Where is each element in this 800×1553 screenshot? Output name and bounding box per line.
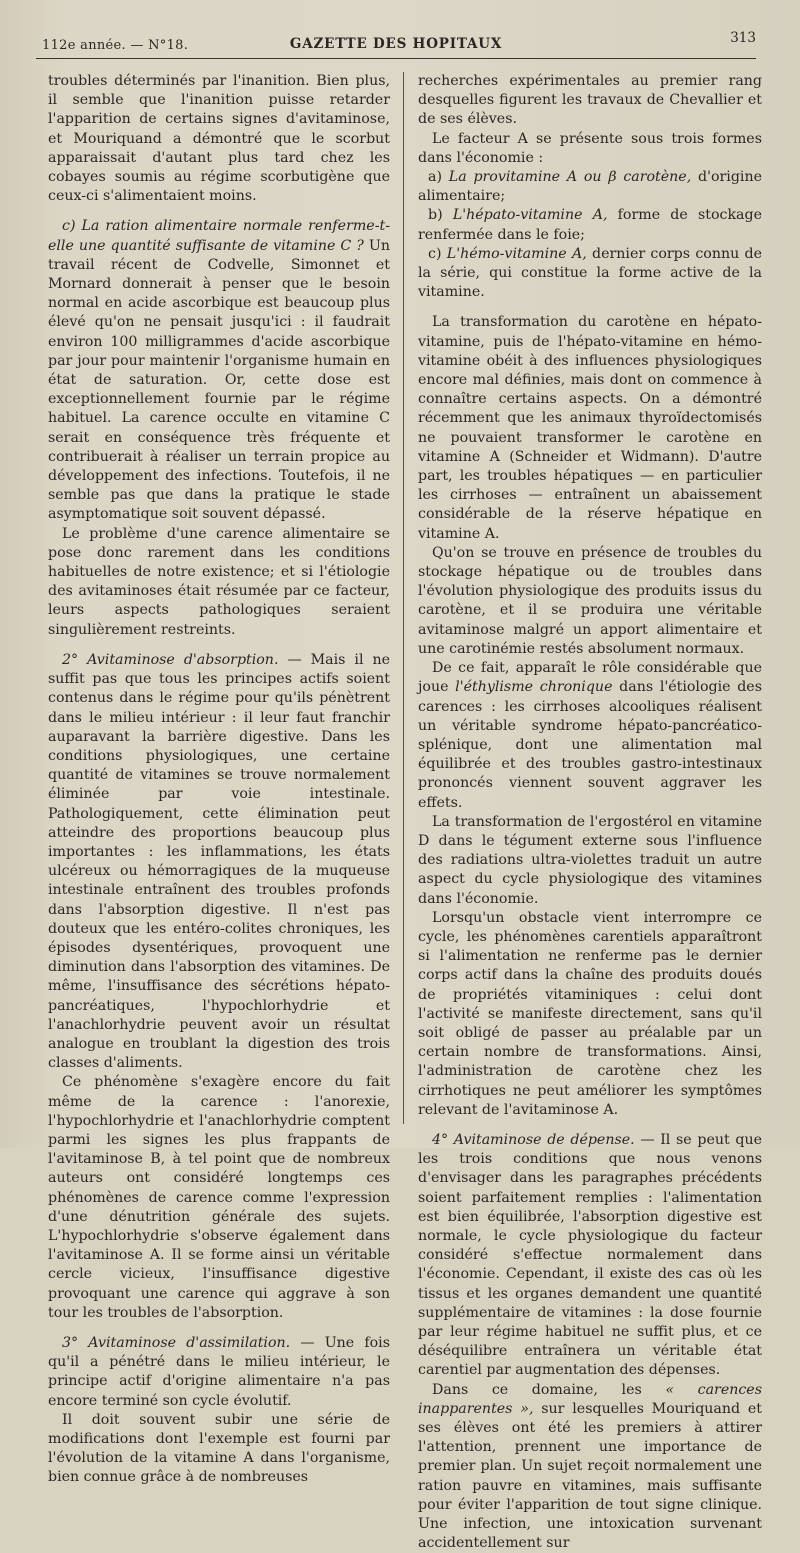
paragraph: troubles déterminés par l'inanition. Bien plus, il semble que l'inanition puisse retarder l'apparition de certains signes d'avitaminose, et Mouriquand a démontré que le scorbut apparaissait d'autant plus tard chez les cobayes soumis au régime scorbutigène que ceux-ci s'alimentaient moins.	[48, 73, 390, 205]
paragraph: Ce phénomène s'exagère encore du fait même de la carence : l'anorexie, l'hypochlorhydrie et l'anachlorhydrie comptent parmi les signes les plus frappants de l'avitaminose B, à tel point que de nombreux auteurs ont considéré longtemps ces phénomènes de carence comme l'expression d'une dénutrition générale des sujets. L'hypochlorhydrie s'observe également dans l'avitaminose A. Il se forme ainsi un véritable cercle vicieux, l'insuffisance digestive provoquant une carence qui aggrave à son tour les troubles de l'absorption.	[48, 1074, 390, 1321]
list-item: c) L'hémo-vitamine A, dernier corps connu de la série, qui constitue la forme active de la vitamine.	[418, 245, 762, 301]
issue-label: 112e année. — N°18.	[42, 38, 189, 53]
paragraph: Lorsqu'un obstacle vient interrompre ce cycle, les phénomènes carentiels apparaîtront si l'alimentation ne renferme pas le dernier corps actif dans la chaîne des produits doués de propriétés vitaminiques : celui dont l'activité se manifeste directement, sans qu'il soit obligé de passer au préalable par un certain nombre de transformations. Ainsi, l'administration de carotène chez les cirrhotiques ne peut améliorer les symptômes relevant de l'avitaminose A.	[418, 909, 762, 1118]
paragraph: La transformation du carotène en hépato-vitamine, puis de l'hépato-vitamine en hémo-vitamine obéit à des influences physiologiques encore mal définies, mais dont on commence à connaître certains aspects. On a démontré récemment que les animaux thyroïdectomisés ne pouvaient transformer le carotène en vitamine A (Schneider et Widmann). D'autre part, les troubles hépatiques — en particulier les cirrhoses — entraînent un abaissement considérable de la réserve hépatique en vitamine A.	[418, 314, 762, 542]
section-heading: 2° Avitaminose d'absorption.	[62, 651, 279, 668]
paragraph: Il doit souvent subir une série de modifications dont l'exemple est fourni par l'évolution de la vitamine A dans l'organisme, bien connue grâce à de nombreuses	[48, 1411, 390, 1486]
column-divider	[403, 72, 404, 1124]
page-header	[36, 30, 756, 59]
left-column	[48, 72, 391, 1486]
paragraph: c) La ration alimentaire normale renferme-t-elle une quantité suffisante de vitamine C ? Un travail récent de Codvelle, Simonnet et Mornard donnerait à penser que le besoin normal en acide ascorbique est beaucoup plus élevé qu'on ne pensait jusqu'ici : il faudrait environ 100 milligrammes d'acide ascorbique par jour pour maintenir l'organisme humain en état de saturation. Or, cette dose est exceptionnellement fournie par le régime habituel. La carence occulte en vitamine C serait en conséquence très fréquente et contribuerait à réaliser un terrain propice au développement des infections. Toutefois, il ne semble pas que dans la pratique le stade asymptomatique soit souvent dépassé.	[48, 218, 390, 523]
paragraph: 4° Avitaminose de dépense. — Il se peut que les trois conditions que nous venons d'envisager dans les paragraphes précédents soient parfaitement remplies : l'alimentation est bien équilibrée, l'absorption digestive est normale, le cycle physiologique du facteur considéré s'effectue normalement dans l'économie. Cependant, il existe des cas où les tissus et les organes demandent une quantité supplémentaire de vitamines : la dose fournie par leur régime habituel ne suffit plus, et ce déséquilibre entraînera un véritable état carentiel par augmentation des dépenses.	[418, 1131, 762, 1379]
list-item: b) L'hépato-vitamine A, forme de stockage renfermée dans le foie;	[418, 207, 762, 243]
subsection-heading: c) La ration alimentaire normale renferme-t-elle une quantité suffisante de vitamine C ?	[48, 218, 390, 254]
paragraph: 3° Avitaminose d'assimilation. — Une fois qu'il a pénétré dans le milieu intérieur, le principe actif d'origine alimentaire n'a pas encore terminé son cycle évolutif.	[48, 1335, 390, 1409]
paragraph: 2° Avitaminose d'absorption. — Mais il ne suffit pas que tous les principes actifs soient contenus dans le régime pour qu'ils pénètrent dans le milieu intérieur : il leur faut franchir auparavant la barrière digestive. Dans les conditions physiologiques, une certaine quantité de vitamines se trouve normalement éliminée par voie intestinale. Pathologiquement, cette élimination peut atteindre des proportions beaucoup plus importantes : les inflammations, les états ulcéreux ou hémorragiques de la muqueuse intestinale entraînent des troubles profonds dans l'absorption digestive. Il n'est pas douteux que les entéro-colites chroniques, les épisodes dysentériques, provoquent une diminution dans l'absorption des vitamines. De même, l'insuffisance des sécrétions hépato-pancréatiques, l'hypochlorhydrie et l'anachlorhydrie peuvent avoir un résultat analogue en troublant la digestion des trois classes d'aliments.	[48, 651, 391, 1072]
section-heading: 3° Avitaminose d'assimilation.	[62, 1335, 291, 1351]
page-number: 313	[730, 30, 756, 46]
right-column	[418, 72, 762, 1552]
paragraph: Le problème d'une carence alimentaire se pose donc rarement dans les conditions habituelles de notre existence; et si l'étiologie des avitaminoses était résumée par ce facteur, leurs aspects pathologiques seraient singulièrement restreints.	[48, 525, 390, 638]
journal-title: GAZETTE DES HOPITAUX	[289, 36, 503, 52]
paragraph: Dans ce domaine, les « carences inapparentes », sur lesquelles Mouriquand et ses élèves ont été les premiers à attirer l'attention, prennent une importance de premier plan. Un sujet reçoit normalement une ration pauvre en vitamines, mais suffisante pour éviter l'apparition de tout signe clinique. Une infection, une intoxication survenant accidentellement sur	[418, 1381, 762, 1552]
paragraph: La transformation de l'ergostérol en vitamine D dans le tégument externe sous l'influence des radiations ultra-violettes traduit un autre aspect du cycle physiologique des vitamines dans l'économie.	[418, 813, 762, 907]
list-item: a) La provitamine A ou β carotène, d'origine alimentaire;	[418, 169, 762, 205]
paragraph: De ce fait, apparaît le rôle considérable que joue l'éthylisme chronique dans l'étiologie des carences : les cirrhoses alcooliques réalisent un véritable syndrome hépato-pancréatico-splénique, dont une alimentation mal équilibrée et des troubles gastro-intestinaux prononcés viennent souvent aggraver les effets.	[418, 660, 762, 811]
paragraph: Qu'on se trouve en présence de troubles du stockage hépatique ou de troubles dans l'évolution physiologique des produits issus du carotène, et il se produira une véritable avitaminose malgré un apport alimentaire et une carotinémie restés absolument normaux.	[418, 544, 762, 657]
section-heading: 4° Avitaminose de dépense.	[432, 1131, 635, 1148]
paragraph: Le facteur A se présente sous trois formes dans l'économie :	[418, 130, 762, 166]
paragraph: recherches expérimentales au premier rang desquelles figurent les travaux de Chevallier et de ses élèves.	[418, 73, 762, 128]
